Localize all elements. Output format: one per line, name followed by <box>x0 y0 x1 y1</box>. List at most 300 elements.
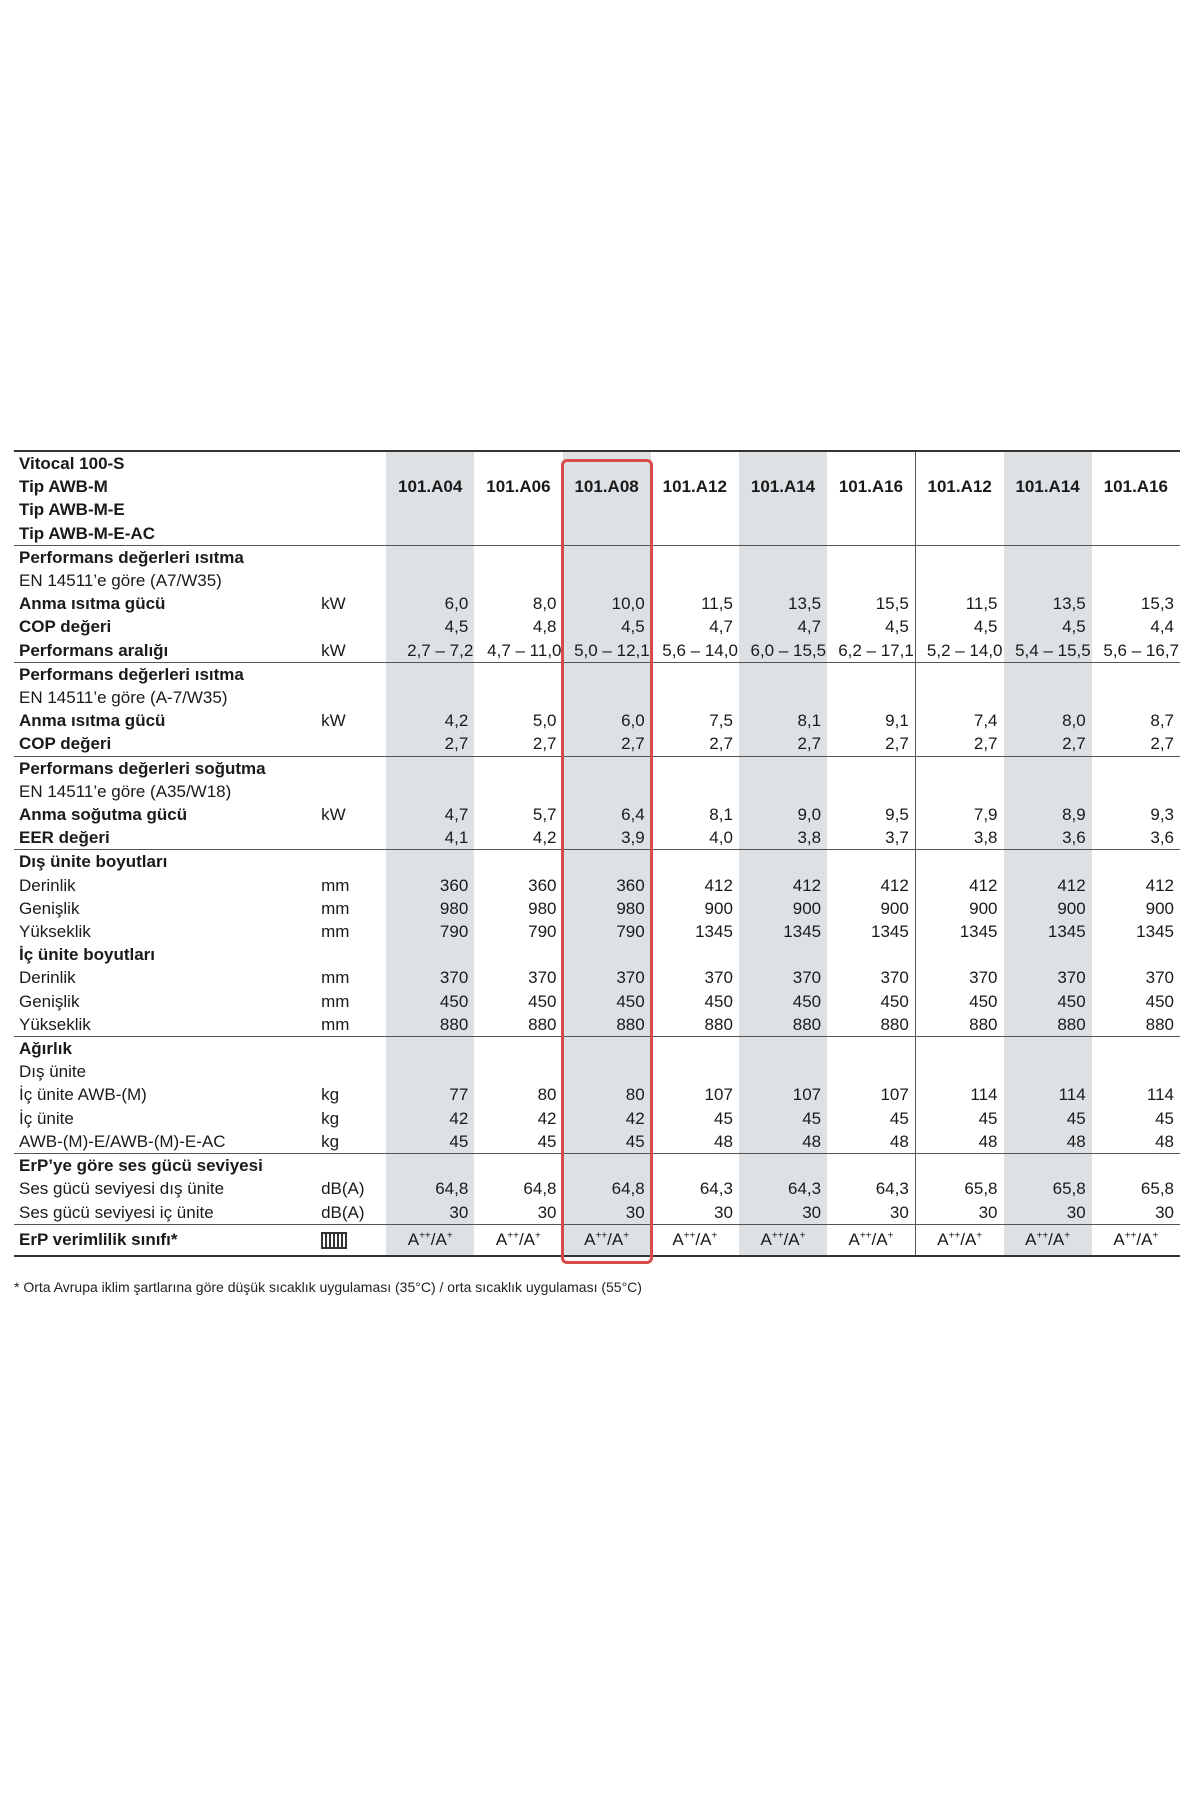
cell-value: 9,0 <box>739 803 827 826</box>
cell-value: 11,5 <box>915 592 1003 615</box>
cell-value <box>651 451 739 475</box>
cell-value <box>739 686 827 709</box>
cell-value: 880 <box>880 1014 909 1034</box>
cell-value: 980 <box>386 897 474 920</box>
row-unit <box>321 662 386 686</box>
cell-value <box>1004 850 1092 874</box>
cell-value <box>827 451 915 475</box>
row-label: Ses gücü seviyesi dış ünite <box>19 1179 225 1199</box>
cell-value: 412 <box>739 874 827 897</box>
table-row <box>14 1060 1180 1083</box>
cell-value <box>563 756 651 780</box>
cell-value: 1345 <box>1136 922 1174 942</box>
row-unit <box>321 780 386 803</box>
cell-value: 450 <box>880 991 909 1011</box>
table-row <box>14 639 1180 663</box>
cell-value <box>1004 1154 1092 1178</box>
erp-class: A++/A+ <box>915 1224 1003 1256</box>
row-unit <box>321 475 386 498</box>
cell-value <box>827 850 915 874</box>
cell-value <box>739 1154 827 1178</box>
row-label: Derinlik <box>19 875 76 895</box>
cell-value: 360 <box>386 874 474 897</box>
cell-value <box>563 780 651 803</box>
cell-value: 64,3 <box>875 1179 909 1199</box>
cell-value: 2,7 – 7,2 <box>386 639 474 663</box>
header-row <box>14 498 1180 521</box>
cell-value <box>474 686 562 709</box>
cell-value: 8,7 <box>1150 711 1174 731</box>
cell-value: 2,7 <box>1150 734 1174 754</box>
row-unit: mm <box>321 991 350 1011</box>
row-label: Anma ısıtma gücü <box>19 711 166 731</box>
cell-value: 30 <box>537 1202 557 1222</box>
cell-value <box>386 1060 474 1083</box>
cell-value: 5,4 – 15,5 <box>1004 639 1092 663</box>
footnote: * Orta Avrupa iklim şartlarına göre düşük sıcaklık uygulaması (35°C) / orta sıcaklık uygulaması (55°C) <box>14 1278 642 1295</box>
cell-value: 370 <box>704 968 733 988</box>
cell-value: 2,7 <box>915 732 1003 756</box>
cell-value: 4,5 <box>915 615 1003 638</box>
cell-value: 8,1 <box>739 709 827 732</box>
row-label: Anma soğutma gücü <box>19 805 188 825</box>
cell-value <box>739 451 827 475</box>
cell-value <box>386 569 474 592</box>
cell-value: 880 <box>528 1014 557 1034</box>
cell-value <box>651 1154 739 1178</box>
cell-value: 7,9 <box>915 803 1003 826</box>
table-row <box>14 732 1180 756</box>
cell-value <box>915 522 1003 546</box>
cell-value <box>915 756 1003 780</box>
row-label: Genişlik <box>19 898 80 918</box>
row-label: İç ünite boyutları <box>19 945 156 965</box>
cell-value <box>1092 498 1180 521</box>
model-header: 101.A16 <box>1103 477 1168 497</box>
cell-value: 64,8 <box>523 1179 557 1199</box>
cell-value: 65,8 <box>1004 1177 1092 1200</box>
cell-value: 2,7 <box>739 732 827 756</box>
cell-value <box>739 545 827 569</box>
cell-value <box>1092 569 1180 592</box>
cell-value: 48 <box>889 1131 909 1151</box>
cell-value <box>915 1037 1003 1061</box>
cell-value: 6,2 – 17,1 <box>838 640 914 660</box>
cell-value: 4,8 <box>532 617 557 637</box>
cell-value <box>651 662 739 686</box>
row-unit <box>321 756 386 780</box>
cell-value: 107 <box>739 1083 827 1106</box>
cell-value <box>739 943 827 966</box>
erp-class: A++/A+ <box>563 1224 651 1256</box>
cell-value <box>915 662 1003 686</box>
row-label: Yükseklik <box>19 922 91 942</box>
row-label: İç ünite AWB-(M) <box>19 1085 147 1105</box>
cell-value <box>1004 780 1092 803</box>
cell-value <box>386 756 474 780</box>
cell-value: 900 <box>1004 897 1092 920</box>
cell-value: 3,7 <box>885 828 909 848</box>
cell-value: 370 <box>739 966 827 989</box>
cell-value <box>915 850 1003 874</box>
cell-value: 980 <box>528 898 557 918</box>
row-label: COP değeri <box>19 734 112 754</box>
cell-value: 5,6 – 16,7 <box>1103 640 1179 660</box>
cell-value: 5,0 – 12,1 <box>563 639 651 663</box>
cell-value <box>1092 850 1180 874</box>
cell-value: 2,7 <box>709 734 733 754</box>
model-header: 101.A16 <box>838 477 904 497</box>
cell-value <box>1004 545 1092 569</box>
row-unit: mm <box>321 968 350 988</box>
cell-value: 4,5 <box>563 615 651 638</box>
row-label: ErP’ye göre ses gücü seviyesi <box>14 1154 321 1178</box>
cell-value <box>563 943 651 966</box>
cell-value <box>915 1060 1003 1083</box>
cell-value: 370 <box>1004 966 1092 989</box>
cell-value <box>1004 569 1092 592</box>
erp-class: A++/A+ <box>386 1224 474 1256</box>
table-row <box>14 1013 1180 1037</box>
row-unit <box>321 451 386 475</box>
cell-value <box>827 569 915 592</box>
cell-value: 450 <box>739 990 827 1013</box>
cell-value: 450 <box>915 990 1003 1013</box>
cell-value <box>1004 522 1092 546</box>
cell-value: 5,7 <box>532 805 557 825</box>
cell-value: 2,7 <box>532 734 557 754</box>
cell-value <box>1004 662 1092 686</box>
cell-value <box>474 1154 562 1178</box>
cell-value <box>915 498 1003 521</box>
cell-value: 30 <box>915 1201 1003 1225</box>
cell-value <box>386 1154 474 1178</box>
cell-value <box>563 498 651 521</box>
cell-value <box>386 498 474 521</box>
cell-value <box>651 569 739 592</box>
cell-value <box>739 1060 827 1083</box>
row-label: Genişlik <box>19 991 80 1011</box>
header-row <box>14 475 1180 498</box>
row-unit <box>321 686 386 709</box>
cell-value <box>474 943 562 966</box>
table-row <box>14 709 1180 732</box>
cell-value <box>1092 451 1180 475</box>
cell-value <box>474 1060 562 1083</box>
row-label: AWB-(M)-E/AWB-(M)-E-AC <box>19 1131 226 1151</box>
row-label: EN 14511’e göre (A-7/W35) <box>19 688 228 708</box>
cell-value: 4,2 <box>532 828 557 848</box>
cell-value <box>827 1060 915 1083</box>
cell-value: 64,8 <box>386 1177 474 1200</box>
cell-value: 45 <box>386 1130 474 1154</box>
cell-value <box>474 850 562 874</box>
cell-value <box>1004 451 1092 475</box>
cell-value <box>563 662 651 686</box>
row-unit: kg <box>321 1085 340 1105</box>
cell-value <box>827 1154 915 1178</box>
cell-value <box>563 1037 651 1061</box>
cell-value: 412 <box>880 875 909 895</box>
cell-value: 48 <box>739 1130 827 1154</box>
cell-value: 64,3 <box>699 1179 733 1199</box>
cell-value <box>386 686 474 709</box>
cell-value <box>563 451 651 475</box>
cell-value: 45 <box>739 1107 827 1130</box>
row-label: Dış ünite <box>19 1062 87 1082</box>
row-label: Ağırlık <box>14 1037 321 1061</box>
row-unit <box>321 615 386 638</box>
cell-value <box>1004 498 1092 521</box>
cell-value <box>651 498 739 521</box>
cell-value <box>739 1037 827 1061</box>
row-unit: mm <box>321 1014 350 1034</box>
erp-class: A++/A+ <box>1092 1224 1180 1256</box>
table-row <box>14 920 1180 943</box>
table-row <box>14 1083 1180 1106</box>
cell-value: 880 <box>1004 1013 1092 1037</box>
cell-value <box>739 662 827 686</box>
cell-value <box>474 662 562 686</box>
cell-value <box>827 780 915 803</box>
cell-value: 790 <box>528 922 557 942</box>
cell-value: 80 <box>563 1083 651 1106</box>
cell-value <box>651 1037 739 1061</box>
table-row <box>14 1177 1180 1200</box>
cell-value <box>915 569 1003 592</box>
cell-value: 30 <box>563 1201 651 1225</box>
row-unit: kg <box>321 1108 340 1128</box>
cell-value: 48 <box>1004 1130 1092 1154</box>
cell-value: 45 <box>915 1107 1003 1130</box>
cell-value: 900 <box>704 898 733 918</box>
cell-value <box>563 850 651 874</box>
cell-value: 880 <box>563 1013 651 1037</box>
row-unit <box>321 545 386 569</box>
cell-value <box>1092 545 1180 569</box>
row-unit: kW <box>321 594 346 614</box>
cell-value: 3,6 <box>1150 828 1174 848</box>
table-row <box>14 1107 1180 1130</box>
cell-value: 4,0 <box>709 828 733 848</box>
cell-value: 30 <box>889 1202 909 1222</box>
row-label: Performans değerleri soğutma <box>14 756 321 780</box>
cell-value <box>1004 1060 1092 1083</box>
table-row <box>14 803 1180 826</box>
cell-value: 370 <box>1145 968 1174 988</box>
cell-value: 790 <box>386 920 474 943</box>
cell-value: 114 <box>915 1083 1003 1106</box>
row-label: ErP verimlilik sınıfı* <box>14 1224 321 1256</box>
cell-value <box>386 780 474 803</box>
cell-value: 900 <box>880 898 909 918</box>
cell-value: 42 <box>537 1108 557 1128</box>
model-header: 101.A14 <box>739 475 827 498</box>
cell-value: 15,5 <box>875 594 909 614</box>
cell-value: 45 <box>889 1108 909 1128</box>
cell-value: 64,3 <box>739 1177 827 1200</box>
cell-value <box>651 686 739 709</box>
cell-value <box>1092 662 1180 686</box>
table-row <box>14 990 1180 1013</box>
row-unit <box>321 732 386 756</box>
row-unit: dB(A) <box>321 1202 365 1222</box>
cell-value <box>1092 1154 1180 1178</box>
row-label: Performans değerleri ısıtma <box>14 545 321 569</box>
cell-value: 5,6 – 14,0 <box>662 640 738 660</box>
row-label: Performans değerleri ısıtma <box>14 662 321 686</box>
row-unit <box>321 569 386 592</box>
cell-value: 48 <box>1155 1131 1174 1151</box>
cell-value <box>651 545 739 569</box>
cell-value <box>739 522 827 546</box>
row-label: Performans aralığı <box>19 640 169 660</box>
cell-value <box>386 545 474 569</box>
cell-value: 880 <box>386 1013 474 1037</box>
spec-table <box>14 450 1180 1257</box>
model-header: 101.A08 <box>563 475 651 498</box>
erp-class: A++/A+ <box>739 1224 827 1256</box>
cell-value: 8,0 <box>532 594 557 614</box>
cell-value: 45 <box>537 1131 557 1151</box>
cell-value <box>474 522 562 546</box>
cell-value: 4,5 <box>386 615 474 638</box>
cell-value <box>1004 943 1092 966</box>
cell-value: 48 <box>713 1131 733 1151</box>
cell-value: 900 <box>915 897 1003 920</box>
cell-value <box>474 1037 562 1061</box>
row-unit <box>321 1224 386 1256</box>
cell-value <box>651 780 739 803</box>
cell-value: 4,5 <box>1004 615 1092 638</box>
row-unit: mm <box>321 898 350 918</box>
cell-value <box>386 662 474 686</box>
cell-value <box>827 686 915 709</box>
cell-value <box>651 1060 739 1083</box>
cell-value: 9,3 <box>1150 805 1174 825</box>
cell-value <box>474 569 562 592</box>
cell-value: 80 <box>537 1085 557 1105</box>
cell-value: 900 <box>739 897 827 920</box>
section-title <box>14 545 1180 569</box>
cell-value: 4,7 <box>709 617 733 637</box>
cell-value: 107 <box>704 1085 733 1105</box>
cell-value <box>827 662 915 686</box>
cell-value <box>827 522 915 546</box>
row-label: COP değeri <box>19 617 112 637</box>
table-row <box>14 615 1180 638</box>
cell-value <box>1092 522 1180 546</box>
row-label: Tip AWB-M <box>19 477 108 497</box>
cell-value <box>563 522 651 546</box>
spec-table-wrapper <box>14 450 1180 1257</box>
cell-value <box>386 522 474 546</box>
cell-value: 9,1 <box>885 711 909 731</box>
row-label: Yükseklik <box>19 1014 91 1034</box>
section-subtitle <box>14 569 1180 592</box>
cell-value <box>915 943 1003 966</box>
row-label: Anma ısıtma gücü <box>19 594 166 614</box>
cell-value <box>1092 943 1180 966</box>
row-label: EN 14511’e göre (A7/W35) <box>19 571 222 591</box>
row-unit <box>321 522 386 546</box>
radiator-icon <box>321 1232 347 1249</box>
erp-class: A++/A+ <box>827 1224 915 1256</box>
cell-value: 65,8 <box>1140 1179 1174 1199</box>
row-unit <box>321 498 386 521</box>
cell-value: 6,4 <box>563 803 651 826</box>
cell-value <box>1004 756 1092 780</box>
cell-value: 370 <box>528 968 557 988</box>
cell-value: 1345 <box>870 922 909 942</box>
cell-value: 370 <box>880 968 909 988</box>
cell-value <box>386 1037 474 1061</box>
cell-value: 3,8 <box>739 826 827 850</box>
cell-value: 412 <box>1004 874 1092 897</box>
cell-value: 42 <box>563 1107 651 1130</box>
row-unit <box>321 826 386 850</box>
cell-value: 6,0 <box>386 592 474 615</box>
cell-value <box>915 451 1003 475</box>
row-unit: dB(A) <box>321 1179 365 1199</box>
cell-value <box>827 943 915 966</box>
erp-class: A++/A+ <box>1004 1224 1092 1256</box>
table-row <box>14 1201 1180 1225</box>
cell-value: 114 <box>1146 1085 1174 1105</box>
cell-value: 4,7 <box>739 615 827 638</box>
cell-value: 900 <box>1145 898 1174 918</box>
erp-row <box>14 1224 1180 1256</box>
cell-value <box>474 756 562 780</box>
cell-value: 450 <box>1004 990 1092 1013</box>
cell-value <box>915 780 1003 803</box>
row-label: Tip AWB-M-E-AC <box>19 523 155 543</box>
cell-value: 65,8 <box>915 1177 1003 1200</box>
model-header: 101.A12 <box>662 477 727 497</box>
row-label: Derinlik <box>19 968 76 988</box>
cell-value <box>386 451 474 475</box>
cell-value: 8,1 <box>709 805 733 825</box>
cell-value <box>739 850 827 874</box>
cell-value: 45 <box>713 1108 733 1128</box>
cell-value: 2,7 <box>386 732 474 756</box>
cell-value: 45 <box>1155 1108 1174 1128</box>
cell-value: 15,3 <box>1140 594 1174 614</box>
row-unit <box>321 1060 386 1083</box>
cell-value: 13,5 <box>1004 592 1092 615</box>
cell-value: 370 <box>915 966 1003 989</box>
cell-value <box>563 1060 651 1083</box>
cell-value <box>827 1037 915 1061</box>
cell-value: 77 <box>386 1083 474 1106</box>
cell-value: 11,5 <box>701 594 733 614</box>
row-unit: kg <box>321 1131 340 1151</box>
cell-value: 880 <box>739 1013 827 1037</box>
table-row <box>14 592 1180 615</box>
cell-value: 4,7 <box>386 803 474 826</box>
row-unit <box>321 1037 386 1061</box>
cell-value: 7,5 <box>709 711 733 731</box>
cell-value: 412 <box>915 874 1003 897</box>
row-label: Tip AWB-M-E <box>19 500 125 520</box>
cell-value: 450 <box>704 991 733 1011</box>
cell-value <box>1092 780 1180 803</box>
cell-value <box>915 686 1003 709</box>
row-unit <box>321 943 386 966</box>
cell-value: 880 <box>1145 1014 1174 1034</box>
cell-value <box>1004 686 1092 709</box>
cell-value: 412 <box>704 875 733 895</box>
